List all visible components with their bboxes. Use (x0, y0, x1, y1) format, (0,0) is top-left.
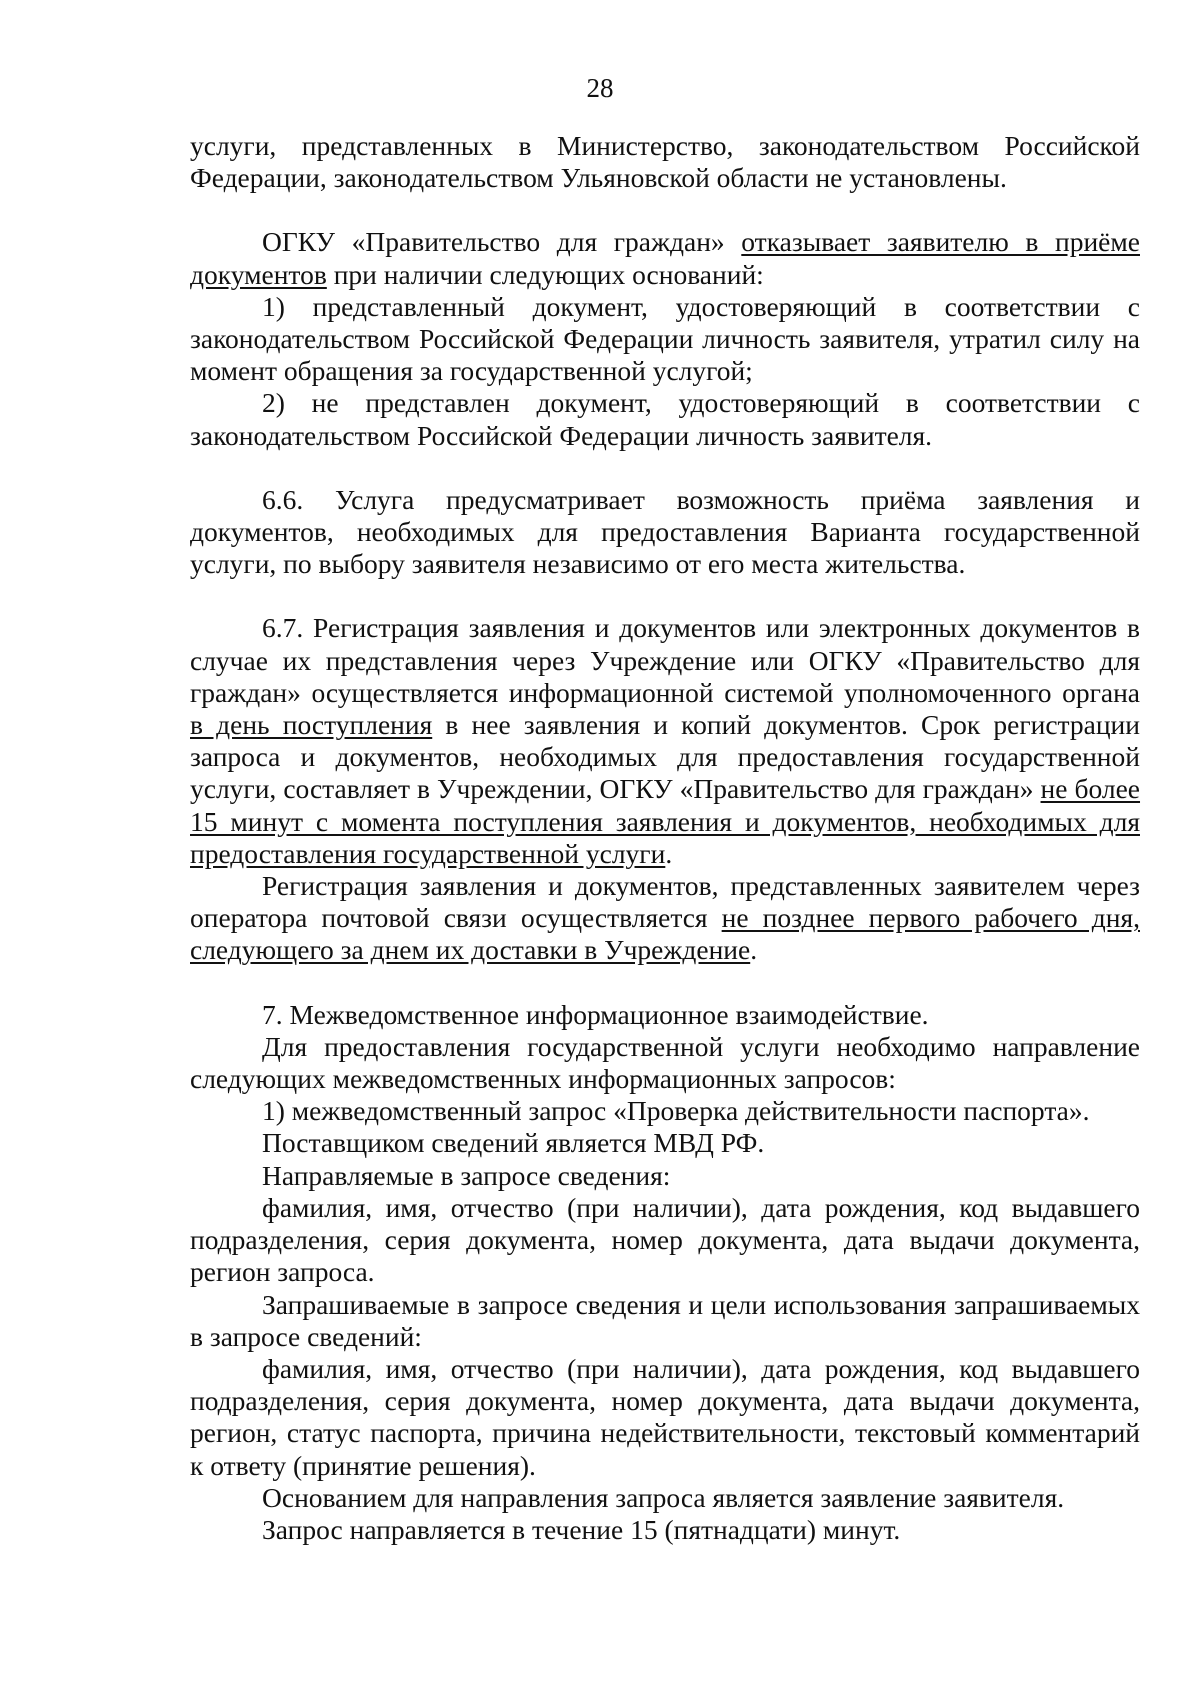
paragraph-provider: Поставщиком сведений является МВД РФ. (262, 1127, 765, 1159)
section-heading-7: 7. Межведомственное информационное взаимодействие. (262, 998, 929, 1030)
request-item-1: 1) межведомственный запрос «Проверка действительности паспорта». (262, 1095, 1090, 1127)
text-segment: . (750, 934, 758, 966)
paragraph-refusal-grounds (190, 226, 1140, 290)
paragraph-postal-registration (190, 870, 1140, 967)
paragraph-gap (190, 194, 1140, 226)
page-number: 28 (586, 73, 614, 103)
text-segment: Регистрация заявления и документов, представленных заявителем через оператора почтовой связи осуществляется (190, 870, 1140, 934)
text-segment: 6.7. Регистрация заявления и документов или электронных документов в случае их представления через Учреждение или ОГКУ «Правительство для граждан» осуществляется информационной системой уполномоченного органа (190, 612, 1140, 708)
text-segment: при наличии следующих оснований: (326, 258, 764, 290)
paragraph-requests-intro: Для предоставления государственной услуги необходимо направление следующих межведомственных информационных запросов: (190, 1030, 1140, 1095)
underlined-text: не более 15 минут с момента поступления заявления и документов, необходимых для предоставления государственной услуги (190, 773, 1141, 869)
paragraph-continuation: услуги, представленных в Министерство, законодательством Российской Федерации, законодательством Ульяновской области не установлены. (190, 130, 1140, 194)
paragraph-gap (190, 452, 1140, 484)
paragraph-request-timing: Запрос направляется в течение 15 (пятнадцати) минут. (262, 1513, 901, 1545)
underlined-text: отказывает заявителю в приёме документов (190, 226, 1140, 290)
paragraph-gap (190, 580, 1140, 612)
underlined-text: не позднее первого рабочего дня, следующего за днем их доставки в Учреждение (190, 902, 1140, 966)
paragraph-sent-info-heading: Направляемые в запросе сведения: (262, 1159, 671, 1191)
text-segment: в нее заявления и копий документов. Срок регистрации запроса и документов, необходимых для предоставления государственной услуги, составляет в Учреждении, ОГКУ «Правительство для граждан» (190, 709, 1140, 805)
paragraph-sent-info: фамилия, имя, отчество (при наличии), дата рождения, код выдавшего подразделения, серия документа, номер документа, дата выдачи документа, регион запроса. (190, 1191, 1140, 1288)
list-item-1: 1) представленный документ, удостоверяющий в соответствии с законодательством Российской Федерации личность заявителя, утратил силу на момент обращения за государственной услугой; (190, 290, 1140, 387)
underlined-text: в день поступления (190, 709, 433, 741)
text-segment: . (665, 837, 673, 869)
paragraph-gap (190, 967, 1140, 999)
paragraph-requested-info: фамилия, имя, отчество (при наличии), дата рождения, код выдавшего подразделения, серия документа, номер документа, дата выдачи документа, регион, статус паспорта, причина недействительности, текстовый комментарий к ответу (принятие решения). (190, 1352, 1140, 1481)
document-body (190, 130, 1140, 1546)
list-item-2: 2) не представлен документ, удостоверяющий в соответствии с законодательством Российской Федерации личность заявителя. (190, 387, 1140, 451)
text-segment: ОГКУ «Правительство для граждан» (262, 226, 742, 258)
paragraph-6-7 (190, 612, 1140, 870)
paragraph-request-basis: Основанием для направления запроса является заявление заявителя. (262, 1481, 1065, 1513)
paragraph-6-6: 6.6. Услуга предусматривает возможность приёма заявления и документов, необходимых для предоставления Варианта государственной услуги, по выбору заявителя независимо от его места жительства. (190, 483, 1140, 580)
paragraph-requested-info-heading: Запрашиваемые в запросе сведения и цели использования запрашиваемых в запросе сведений: (190, 1288, 1140, 1352)
